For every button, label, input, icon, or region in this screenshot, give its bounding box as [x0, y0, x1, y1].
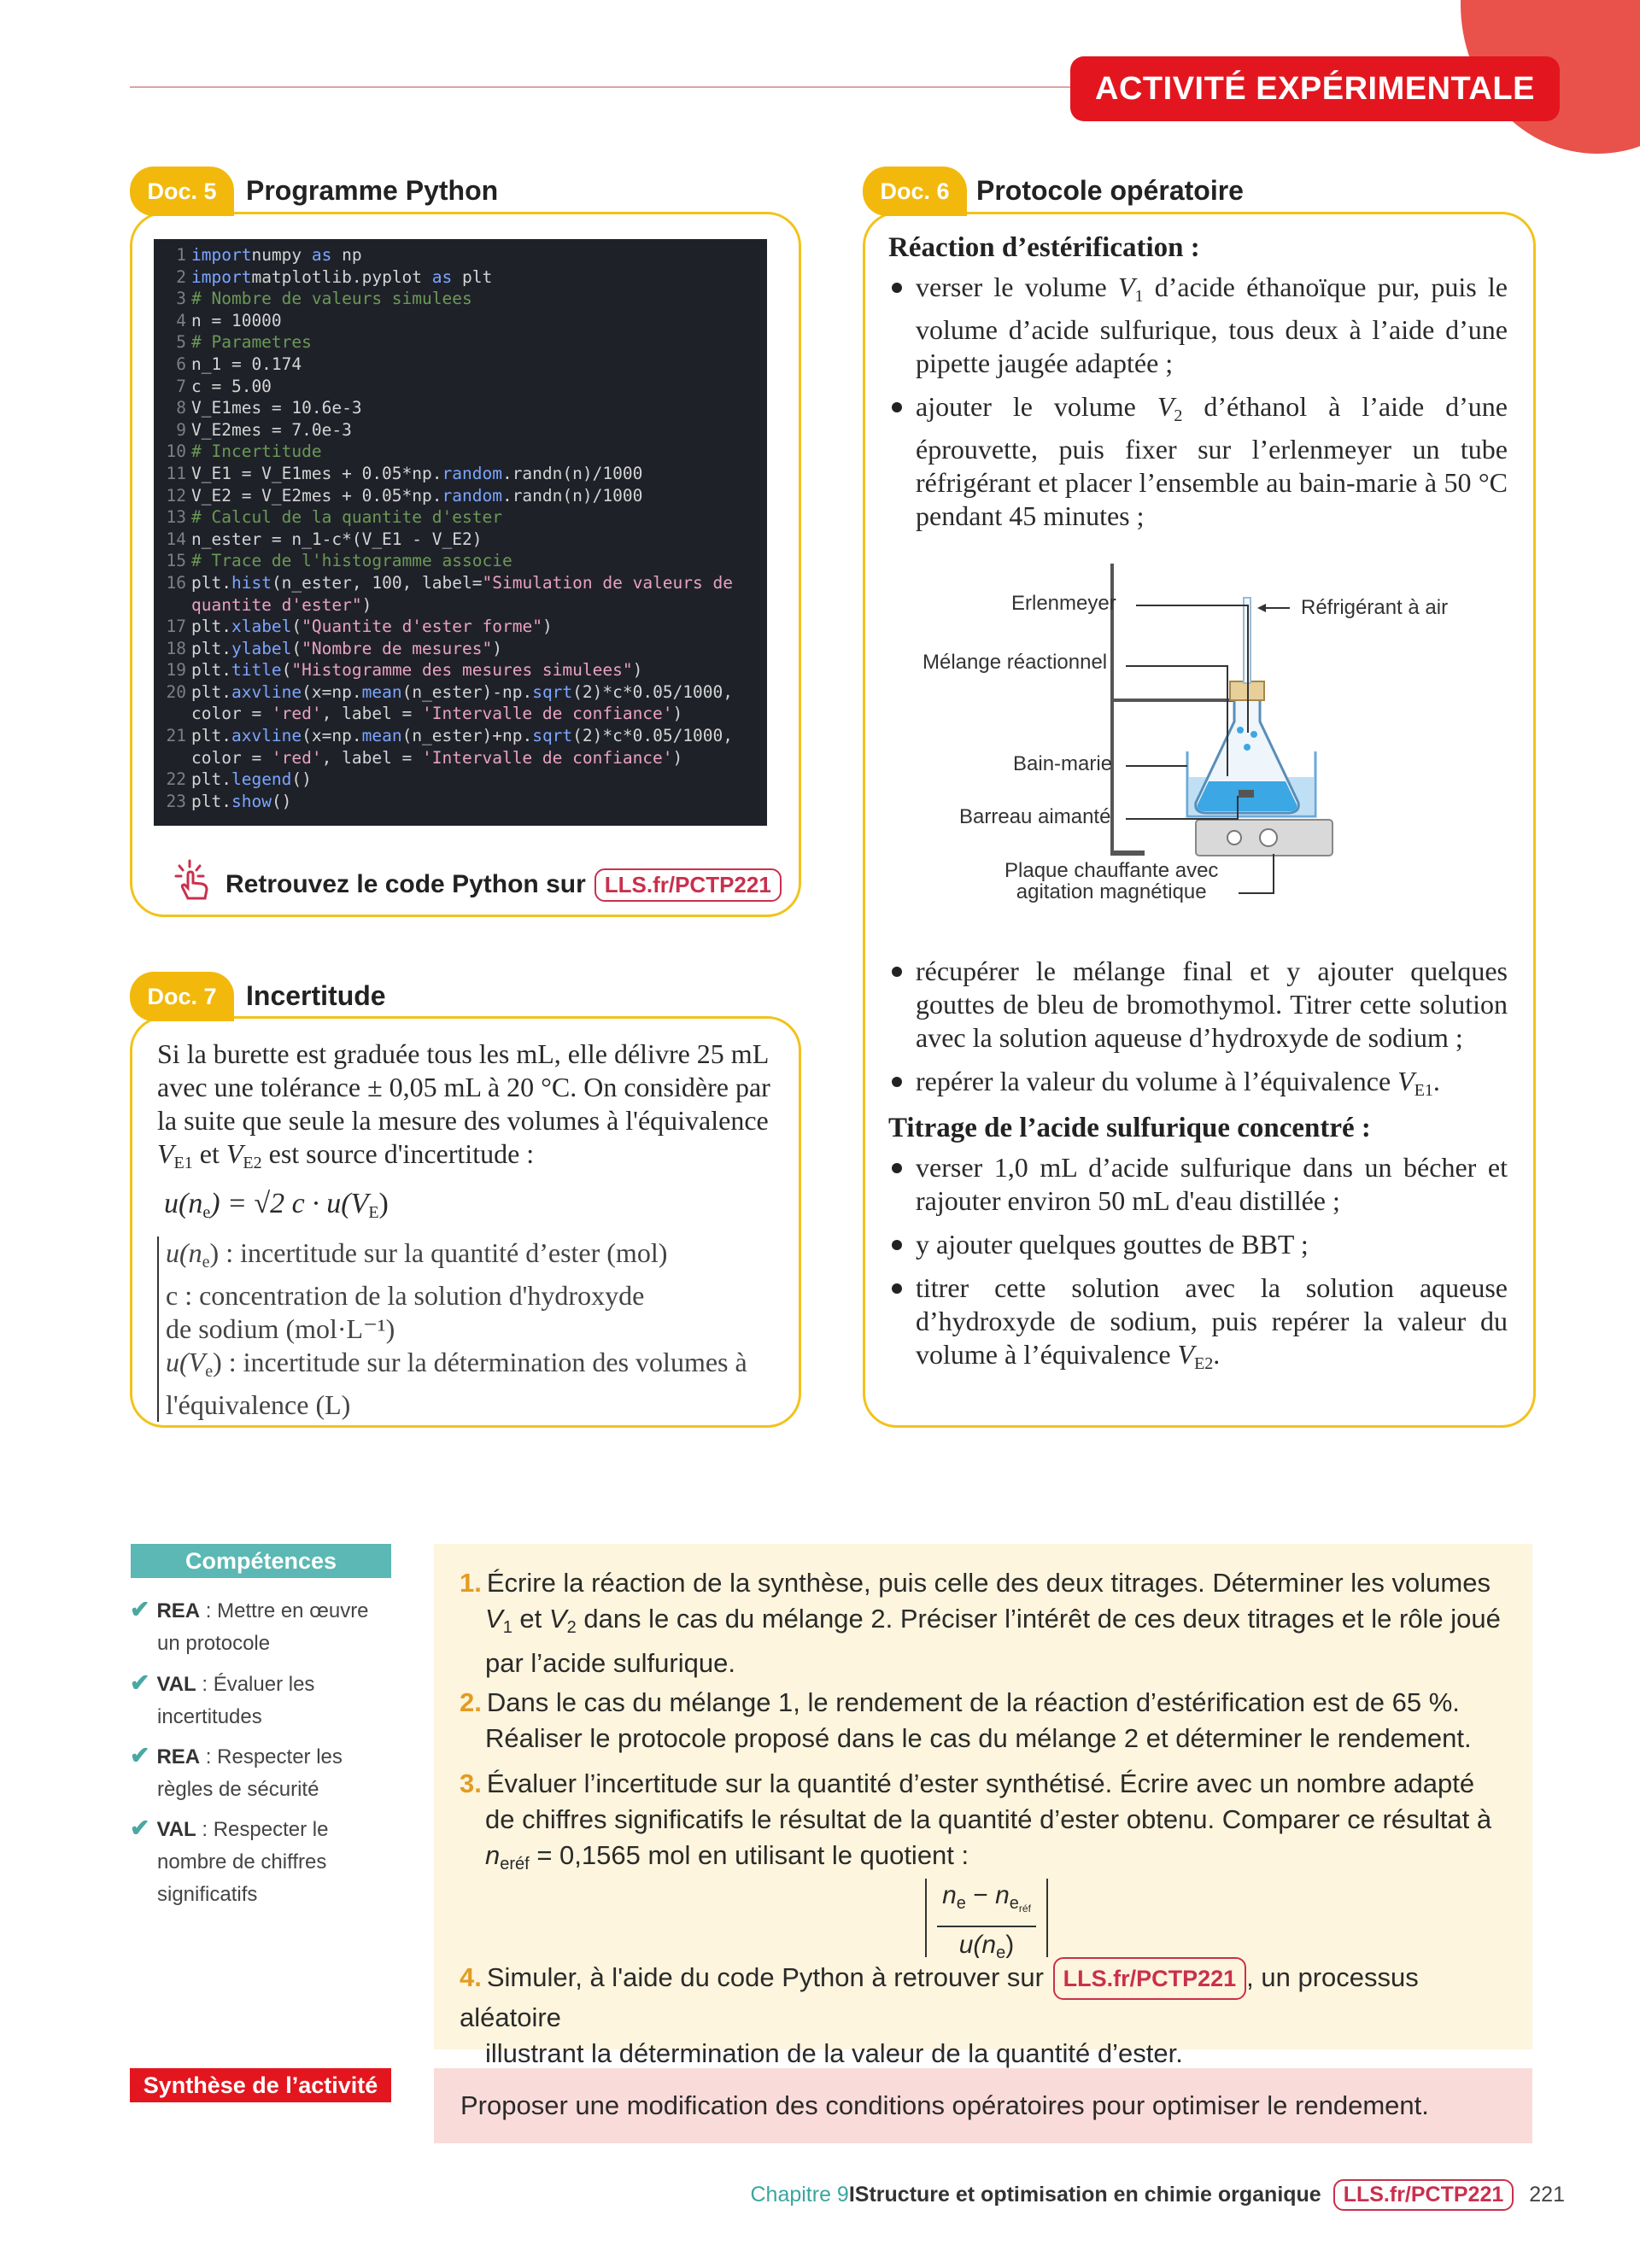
step-verser-acide: verser 1,0 mL d’acide sulfurique dans un bécher et rajouter environ 50 mL d'eau distillée ;: [888, 1151, 1508, 1218]
code-line: 20 plt.axvline(x=np.mean(n_ester)-np.sqrt(2)*c*0.05/1000,: [166, 681, 734, 702]
activity-badge: ACTIVITÉ EXPÉRIMENTALE: [1070, 56, 1560, 121]
code-line: 15 # Trace de l'histogramme associe: [166, 551, 512, 571]
def-c: c : concentration de la solution d'hydroxyde: [166, 1280, 645, 1311]
leader-erlenmeyer: [1136, 605, 1247, 606]
doc6-protocol-bottom: [888, 955, 1508, 1391]
check-icon: ✔: [130, 1596, 150, 1622]
code-line: 7 c = 5.00: [176, 376, 272, 396]
lls-link-q4[interactable]: LLS.fr/PCTP221: [1053, 1957, 1247, 2000]
leader-melange: [1126, 665, 1227, 667]
step-recuperer: récupérer le mélange final et y ajouter quelques gouttes de bleu de bromothymol. Titrer cette solution avec la solution aqueuse d’hydroxyde de sodium ;: [888, 955, 1508, 1055]
footer-chapter: Chapitre 9: [750, 2183, 849, 2207]
doc5-title: Programme Python: [246, 175, 499, 206]
doc7-intro: Si la burette est graduée tous les mL, elle délivre 25 mL avec une tolérance ± 0,05 mL à 20 °C. On considère par la suite que seule la mesure des volumes à l'équivalence $V_{E1}$ et $V_{E2}$ est source d'incertitude :: [157, 1038, 770, 1172]
code-line: 9 V_E2mes = 7.0e-3: [176, 419, 352, 440]
competences-header: Compétences: [131, 1544, 391, 1578]
code-line: 21 plt.axvline(x=np.mean(n_ester)+np.sqrt(2)*c*0.05/1000,: [166, 726, 734, 746]
competence-4: ✔ VAL : Respecter le nombre de chiffres significatifs: [130, 1815, 329, 1906]
code-line: 3 # Nombre de valeurs simulees: [176, 289, 472, 309]
diagram-leader-lines: [1110, 564, 1119, 572]
step-titrer: titrer cette solution avec la solution aqueuse d’hydroxyde de sodium, puis repérer la valeur du volume à l’équivalence $V_{E2}$.: [888, 1271, 1508, 1381]
python-code-block: [154, 239, 767, 826]
competence-1: ✔ REA : Mettre en œuvre un protocole: [130, 1596, 369, 1655]
synthese-text: Proposer une modification des conditions opératoires pour optimiser le rendement.: [460, 2090, 1429, 2120]
code-line: 12 V_E2 = V_E2mes + 0.05*np.random.randn(n)/1000: [166, 485, 643, 506]
label-erlenmeyer: Erlenmeyer: [1011, 592, 1116, 615]
question-3: 3. Évaluer l’incertitude sur la quantité d’ester synthétisé. Écrire avec un nombre adapté de chiffres significatifs le résultat de la quantité d’ester obtenu. Comparer ce résultat à $n_{eréf} = 0,1565$ mol en utilisant le quotient :: [460, 1768, 1492, 1873]
section-titrage: Titrage de l’acide sulfurique concentré :: [888, 1113, 1371, 1143]
footer-title: Structure et optimisation en chimie organique: [854, 2183, 1321, 2207]
code-line: 16 plt.hist(n_ester, 100, label="Simulation de valeurs de: [166, 572, 733, 593]
competence-2: ✔ VAL : Évaluer les incertitudes: [130, 1669, 315, 1728]
code-line: color = 'red', label = 'Intervalle de confiance'): [191, 747, 683, 768]
label-barreau: Barreau aimanté: [959, 805, 1111, 828]
doc6-protocol-top: [888, 232, 1508, 543]
find-python-code: [171, 857, 782, 912]
synthese-box: [434, 2068, 1532, 2143]
code-line: 8 V_E1mes = 10.6e-3: [176, 398, 362, 418]
step-ajouter: ajouter le volume $V_2$ d’éthanol à l’aide d’une éprouvette, puis fixer sur l’erlenmeyer un tube réfrigérant et placer l’ensemble au bain-marie à 50 °C pendant 45 minutes ;: [888, 390, 1508, 533]
leader-plaque-vertical: [1273, 854, 1274, 894]
hand-click-icon: [171, 857, 219, 912]
code-line: 19 plt.title("Histogramme des mesures simulees"): [166, 660, 643, 681]
doc5-tag: Doc. 5: [130, 167, 234, 216]
check-icon: ✔: [130, 1669, 150, 1696]
doc6-tag: Doc. 6: [863, 167, 967, 216]
code-line: quantite d'ester"): [191, 594, 372, 615]
code-line: 22 plt.legend(): [166, 769, 312, 790]
synthese-header: Synthèse de l’activité: [130, 2068, 391, 2102]
leader-barreau: [1126, 818, 1237, 820]
step-bbt: y ajouter quelques gouttes de BBT ;: [888, 1228, 1508, 1261]
lls-link-doc5[interactable]: LLS.fr/PCTP221: [594, 868, 782, 902]
code-line: 13 # Calcul de la quantite d'ester: [166, 507, 502, 528]
page-footer: [750, 2179, 1565, 2211]
page-number: 221: [1529, 2183, 1565, 2207]
questions-box: [434, 1544, 1532, 2068]
quotient-formula: $n_e - n_{eréf}$ $u(n_e)$: [925, 1879, 1048, 1957]
def-un: $u(n_e)$ : incertitude sur la quantité d’ester (mol): [166, 1237, 668, 1271]
doc7-title: Incertitude: [246, 980, 386, 1011]
uncertainty-formula: $u(n_e) = √2$ $c \cdot u(V_E)$: [164, 1188, 389, 1222]
footer-sep: I: [848, 2183, 855, 2207]
leader-melange-vertical: [1227, 665, 1228, 776]
leader-barreau-vertical: [1237, 796, 1239, 820]
code-line: 18 plt.ylabel("Nombre de mesures"): [166, 638, 502, 658]
code-line: 10 # Incertitude: [166, 441, 322, 462]
section-esterification: Réaction d’estérification :: [888, 232, 1200, 263]
def-uv: $u(V_e)$ : incertitude sur la détermination des volumes à: [166, 1347, 747, 1381]
code-line: 11 V_E1 = V_E1mes + 0.05*np.random.randn(n)/1000: [166, 463, 643, 483]
leader-plaque: [1239, 892, 1273, 894]
header-rule: [130, 86, 1155, 88]
def-uv-end: l'équivalence (L): [166, 1389, 351, 1420]
code-line: 4 n = 10000: [176, 310, 282, 330]
find-text: Retrouvez le code Python sur: [226, 870, 586, 898]
formula-definitions: [157, 1236, 776, 1422]
competence-3: ✔ REA : Respecter les règles de sécurité: [130, 1742, 343, 1801]
code-line: 6 n_1 = 0.174: [176, 354, 302, 374]
step-reperer-ve1: repérer la valeur du volume à l’équivalence $V_{E1}$.: [888, 1065, 1508, 1108]
doc7-content: [157, 1038, 776, 1422]
check-icon: ✔: [130, 1815, 150, 1841]
question-4: 4. Simuler, à l'aide du code Python à retrouver sur LLS.fr/PCTP221 , un processus aléatoire illustrant la détermination de la valeur de la quantité d’ester.: [460, 1957, 1519, 2072]
titrage-steps: [888, 955, 1508, 1108]
doc7-tag: Doc. 7: [130, 972, 234, 1021]
code-line: 2 importmatplotlib.pyplot as plt: [176, 266, 493, 287]
code-line: 5 # Parametres: [176, 332, 312, 353]
label-bain-marie: Bain-marie: [1013, 752, 1113, 775]
doc6-title: Protocole opératoire: [976, 175, 1244, 206]
sulfurique-steps: [888, 1151, 1508, 1381]
code-line: 1 importnumpy as np: [176, 245, 362, 265]
esterification-steps: [888, 271, 1508, 533]
def-c-unit: de sodium (mol·L⁻¹): [166, 1313, 395, 1344]
code-line: 17 plt.xlabel("Quantite d'ester forme"): [166, 617, 553, 637]
label-plaque: Plaque chauffante avec agitation magnétique: [1004, 859, 1219, 903]
label-refrigerant: Réfrigérant à air: [1301, 596, 1449, 619]
question-2: 2. Dans le cas du mélange 1, le rendement de la réaction d’estérification est de 65 %. Réaliser le protocole proposé dans le cas du mélange 2 et déterminer le rendement.: [460, 1687, 1472, 1753]
code-line: 23 plt.show(): [166, 791, 292, 811]
check-icon: ✔: [130, 1742, 150, 1768]
leader-bain: [1126, 765, 1187, 767]
label-melange: Mélange réactionnel: [922, 651, 1108, 674]
code-line: color = 'red', label = 'Intervalle de confiance'): [191, 704, 683, 724]
footer-link[interactable]: LLS.fr/PCTP221: [1333, 2179, 1514, 2211]
question-1: 1. Écrire la réaction de la synthèse, puis celle des deux titrages. Déterminer les volumes $V_1$ et $V_2$ dans le cas du mélange 2. Préciser l’intérêt de ces deux titrages et le rôle joué par l’acide sulfurique.: [460, 1568, 1501, 1678]
code-line: 14 n_ester = n_1-c*(V_E1 - V_E2): [166, 529, 483, 549]
leader-erlenmeyer-vertical: [1247, 605, 1249, 733]
step-verser: verser le volume $V_1$ d’acide éthanoïque pur, puis le volume d’acide sulfurique, tous deux à l’aide d’une pipette jaugée adaptée ;: [888, 271, 1508, 380]
